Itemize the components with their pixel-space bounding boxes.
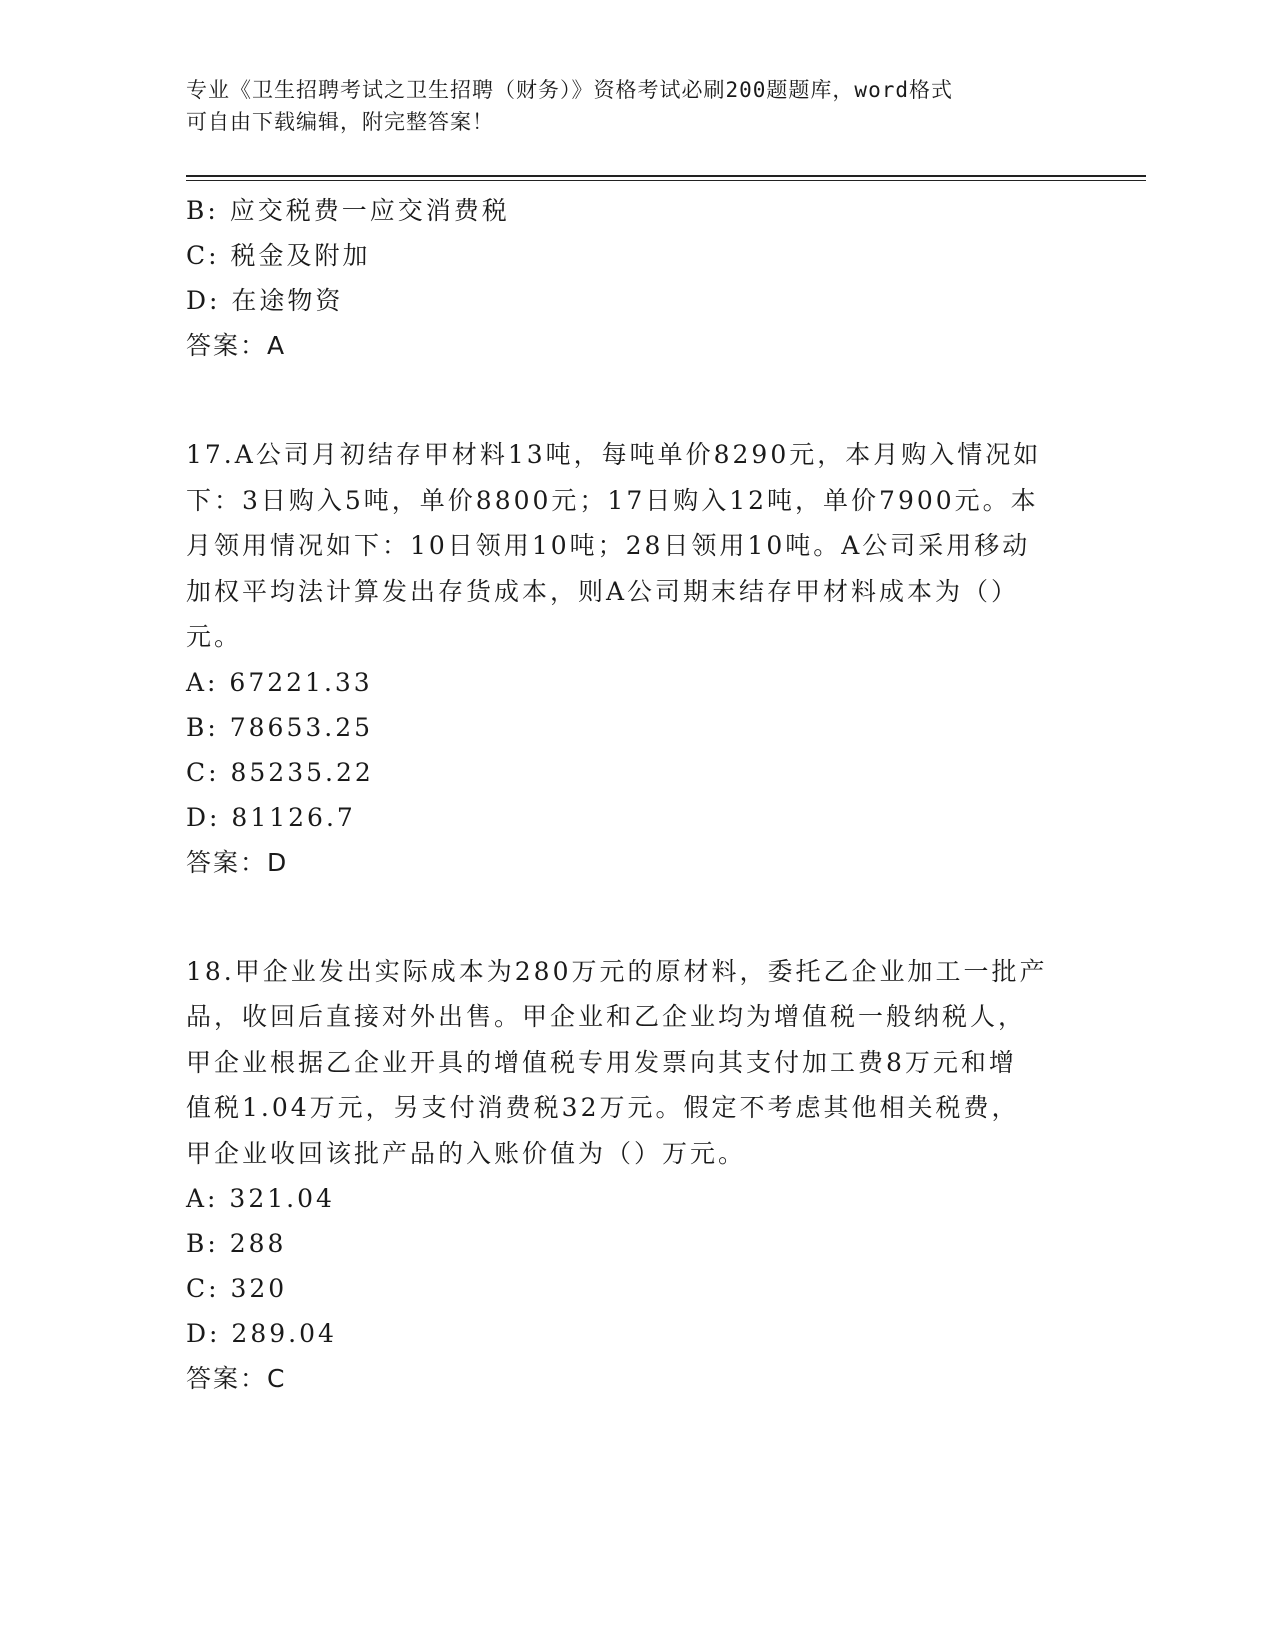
question-text-line: 月领用情况如下：10日领用10吨；28日领用10吨。A公司采用移动 — [186, 531, 1031, 560]
option-d: D: 289.04 — [186, 1319, 337, 1348]
header-line-1: 专业《卫生招聘考试之卫生招聘（财务）》资格考试必刷200题题库，word格式 — [186, 78, 953, 102]
header-divider-thin — [186, 180, 1146, 181]
answer-line: 答案：D — [186, 847, 289, 877]
header-divider-thick — [186, 175, 1146, 177]
option-a: A: 321.04 — [186, 1184, 335, 1213]
question-text-line: 品，收回后直接对外出售。甲企业和乙企业均为增值税一般纳税人， — [186, 1002, 1027, 1031]
prev-question-block — [186, 188, 1066, 368]
header-line-2: 可自由下载编辑，附完整答案！ — [186, 110, 494, 134]
answer-line: 答案：C — [186, 1364, 287, 1393]
question-text-line: 下：3日购入5吨，单价8800元；17日购入12吨，单价7900元。本 — [186, 485, 1039, 515]
question-text-line: 值税1.04万元，另支付消费税32万元。假定不考虑其他相关税费， — [186, 1093, 1020, 1122]
option-c: C: 税金及附加 — [186, 241, 371, 270]
option-a: A: 67221.33 — [186, 667, 373, 697]
question-text-line: 加权平均法计算发出存货成本，则A公司期末结存甲材料成本为（） — [186, 576, 1020, 606]
question-18 — [186, 949, 1066, 1402]
spacer — [186, 885, 1066, 930]
option-b: B: 78653.25 — [186, 712, 374, 742]
question-content — [186, 188, 1066, 1401]
question-text-line: 元。 — [186, 622, 243, 651]
page-header — [186, 74, 1066, 138]
spacer — [186, 368, 1066, 413]
question-text-line: 甲企业根据乙企业开具的增值税专用发票向其支付加工费8万元和增 — [186, 1047, 1017, 1077]
question-text-line: 18.甲企业发出实际成本为280万元的原材料，委托乙企业加工一批产 — [186, 956, 1048, 986]
question-text-line: 甲企业收回该批产品的入账价值为（）万元。 — [186, 1138, 747, 1168]
question-17 — [186, 432, 1066, 885]
question-text — [186, 432, 1066, 660]
option-c: C: 320 — [186, 1274, 288, 1303]
option-d: D: 81126.7 — [186, 802, 356, 832]
option-b: B: 应交税费一应交消费税 — [186, 196, 510, 225]
option-b: B: 288 — [186, 1229, 287, 1258]
question-text — [186, 949, 1066, 1177]
option-d: D: 在途物资 — [186, 286, 344, 315]
option-c: C: 85235.22 — [186, 757, 374, 787]
question-text-line: 17.A公司月初结存甲材料13吨，每吨单价8290元，本月购入情况如 — [186, 440, 1042, 469]
answer-line: 答案：A — [186, 331, 287, 360]
